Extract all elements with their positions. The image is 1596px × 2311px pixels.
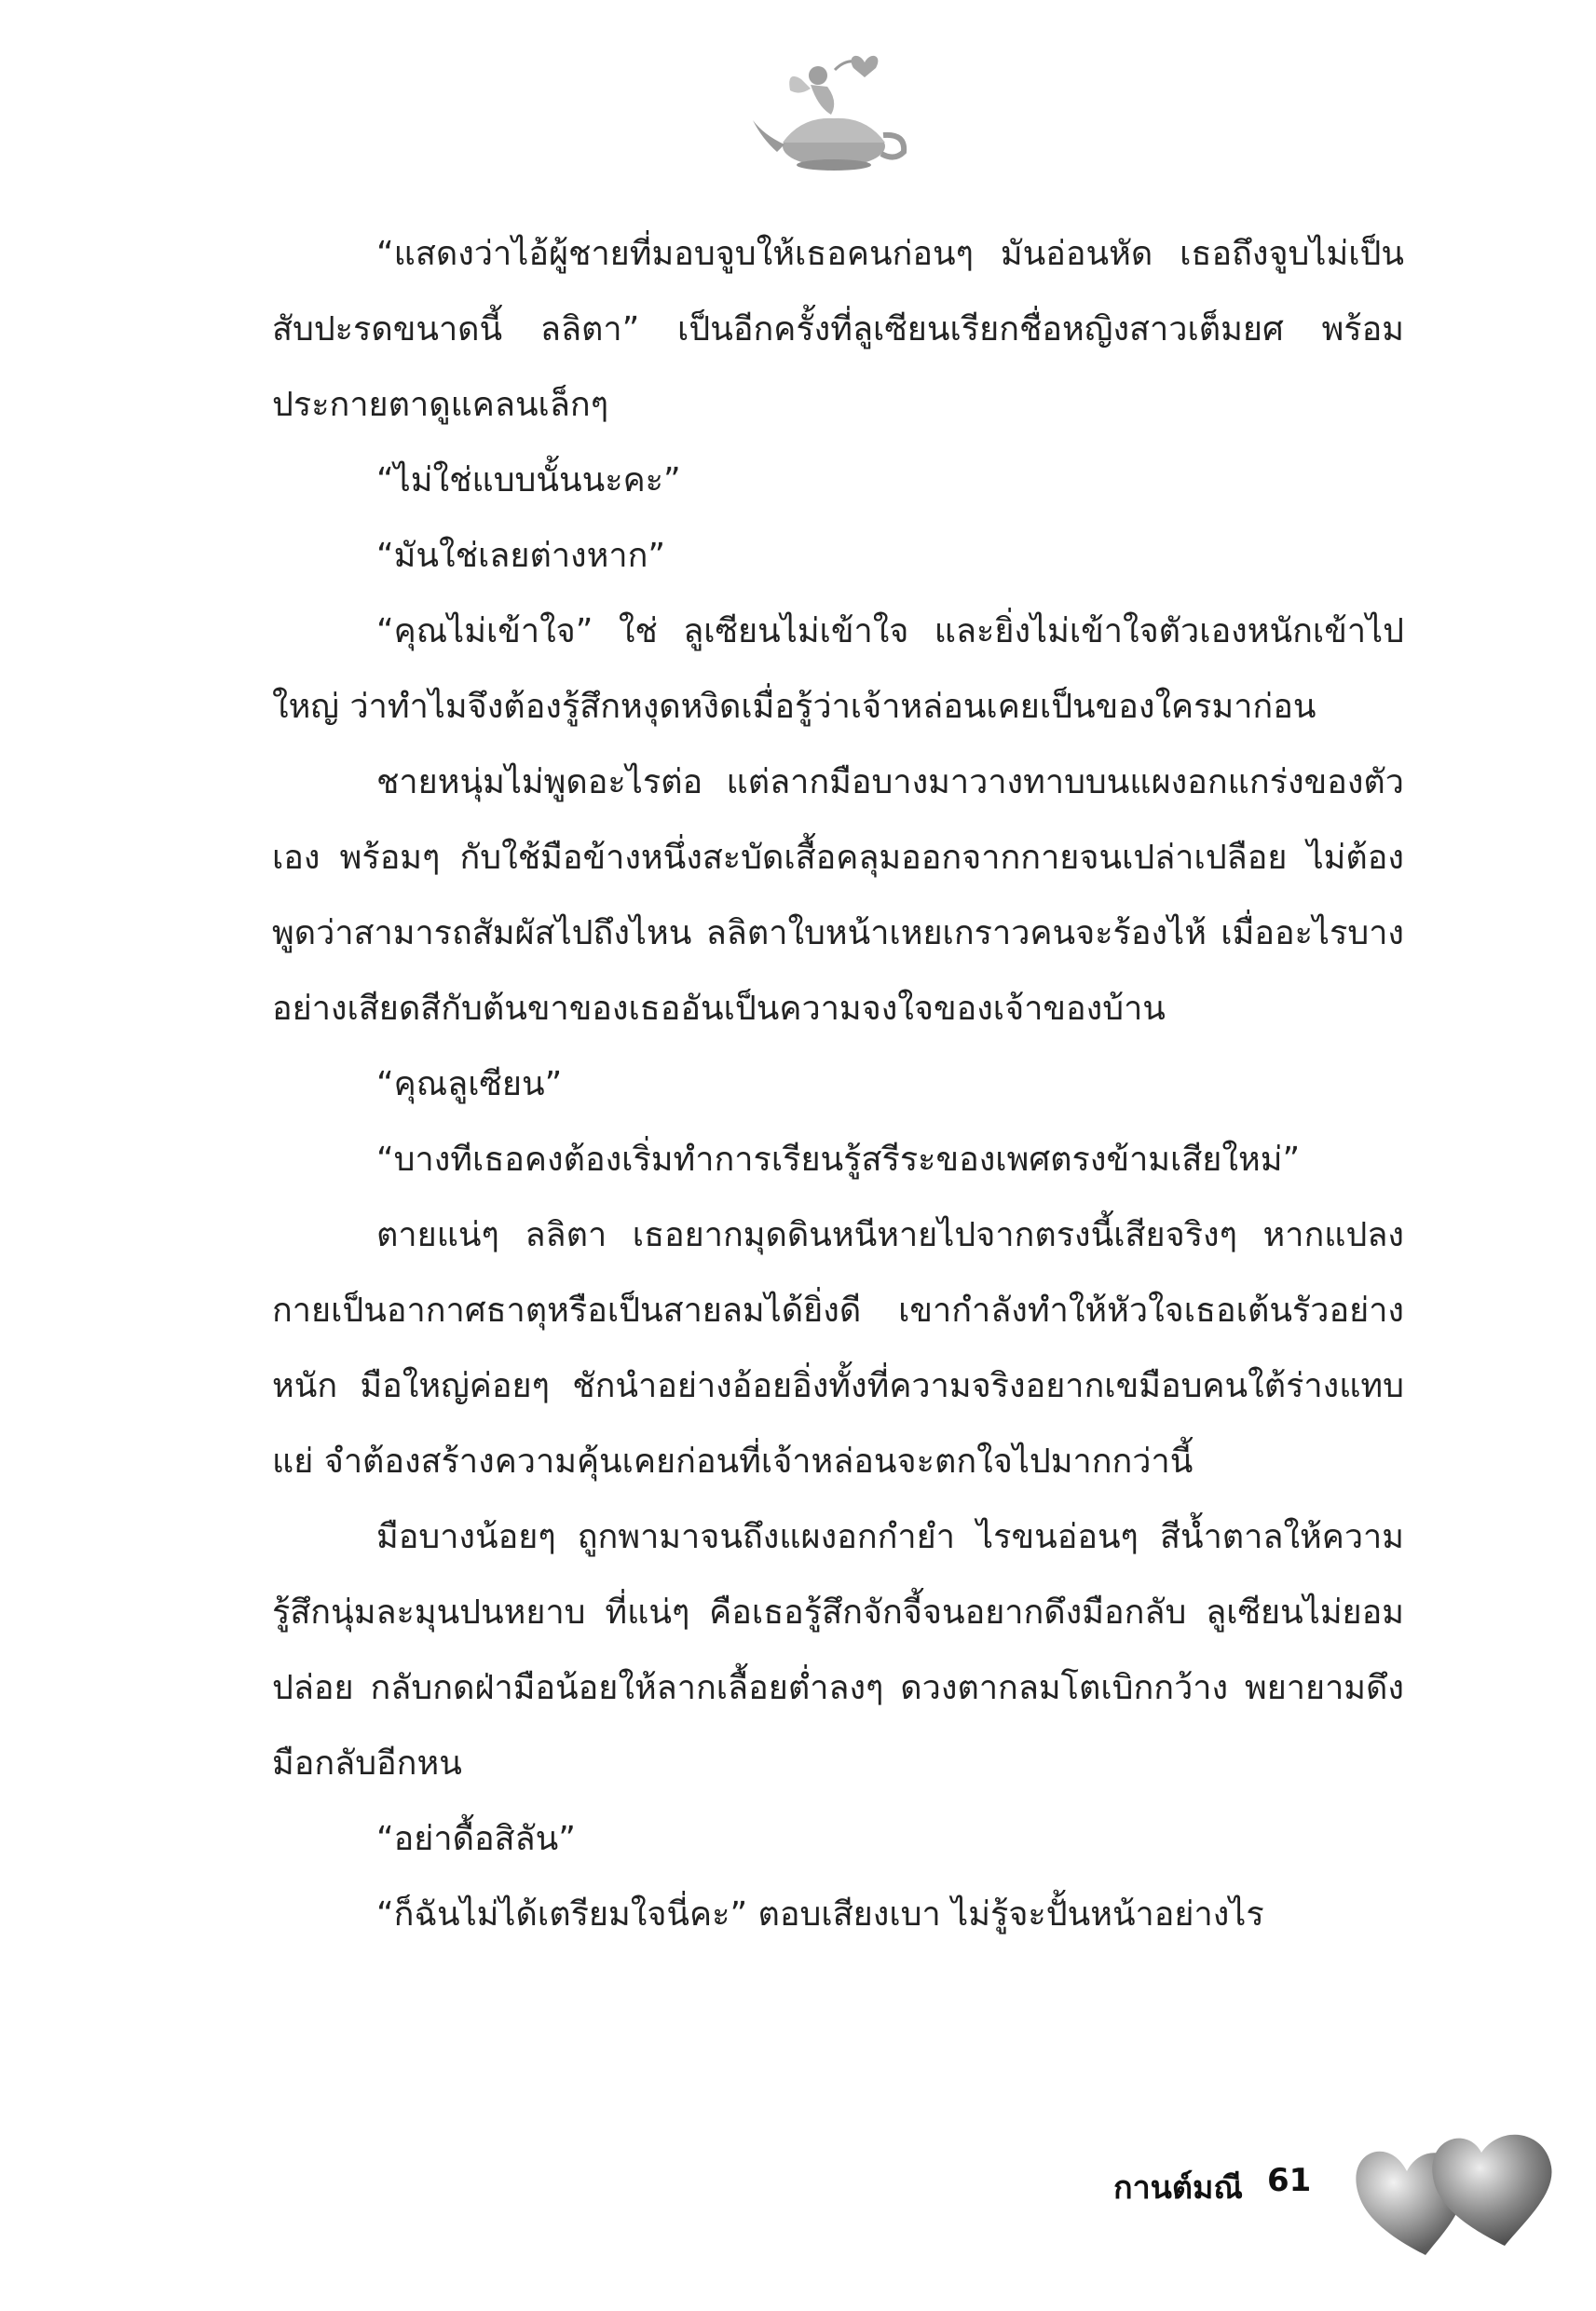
paragraph: ตายแน่ๆ ลลิตา เธอยากมุดดินหนีหายไปจากตรงนี้เสียจริงๆ หากแปลงกายเป็นอากาศธาตุหรือเป็นสายลมได้ยิ่งดี เขากำลังทำให้หัวใจเธอเต้นรัวอย่างหนัก มือใหญ่ค่อยๆ ชักนำอย่างอ้อยอิ่งทั้งที่ความจริงอยากเขมือบคนใต้ร่างแทบแย่ จำต้องสร้างความคุ้นเคยก่อนที่เจ้าหล่อนจะตกใจไปมากกว่านี้ bbox=[272, 1216, 1404, 1481]
paragraph: “มันใช่เลยต่างหาก” bbox=[376, 537, 666, 575]
paragraph: มือบางน้อยๆ ถูกพามาจนถึงแผงอกกำยำ ไรขนอ่อนๆ สีน้ำตาลให้ความรู้สึกนุ่มละมุนปนหยาบ ที่แน่ๆ คือเธอรู้สึกจักจี้จนอยากดึงมือกลับ ลูเซียนไม่ยอมปล่อย กลับกดฝ่ามือน้อยให้ลากเลื้อยต่ำลงๆ ดวงตากลมโตเบิกกว้าง พยายามดึงมือกลับอีกหน bbox=[272, 1518, 1404, 1783]
paragraph: “แสดงว่าไอ้ผู้ชายที่มอบจูบให้เธอคนก่อนๆ มันอ่อนหัด เธอถึงจูบไม่เป็นสับปะรดขนาดนี้ ลลิตา” เป็นอีกครั้งที่ลูเซียนเรียกชื่อหญิงสาวเต็มยศ พร้อมประกายตาดูแคลนเล็กๆ bbox=[272, 235, 1404, 424]
paragraph: “คุณลูเซียน” bbox=[376, 1065, 563, 1103]
footer-book-title: กานต์มณี bbox=[1113, 2169, 1243, 2207]
page-number: 61 bbox=[1267, 2162, 1312, 2199]
paragraph: “บางทีเธอคงต้องเริ่มทำการเรียนรู้สรีระของเพศตรงข้ามเสียใหม่” bbox=[376, 1141, 1301, 1179]
cupid-teapot-icon bbox=[745, 42, 913, 182]
paragraph: “อย่าดื้อสิลัน” bbox=[376, 1820, 576, 1858]
paragraph: “คุณไม่เข้าใจ” ใช่ ลูเซียนไม่เข้าใจ และยิ่งไม่เข้าใจตัวเองหนักเข้าไปใหญ่ ว่าทำไมจึงต้องรู้สึกหงุดหงิดเมื่อรู้ว่าเจ้าหล่อนเคยเป็นของใครมาก่อน bbox=[272, 612, 1404, 726]
paragraph: “ไม่ใช่แบบนั้นนะคะ” bbox=[376, 461, 681, 499]
paragraph: “ก็ฉันไม่ได้เตรียมใจนี่คะ” ตอบเสียงเบา ไม่รู้จะปั้นหน้าอย่างไร bbox=[376, 1895, 1264, 1934]
body-text bbox=[272, 216, 1404, 1952]
hearts-icon bbox=[1342, 2115, 1565, 2264]
paragraph: ชายหนุ่มไม่พูดอะไรต่อ แต่ลากมือบางมาวางทาบบนแผงอกแกร่งของตัวเอง พร้อมๆ กับใช้มือข้างหนึ่งสะบัดเสื้อคลุมออกจากกายจนเปล่าเปลือย ไม่ต้องพูดว่าสามารถสัมผัสไปถึงไหน ลลิตาใบหน้าเหยเกราวคนจะร้องไห้ เมื่ออะไรบางอย่างเสียดสีกับต้นขาของเธออันเป็นความจงใจของเจ้าของบ้าน bbox=[272, 763, 1404, 1028]
